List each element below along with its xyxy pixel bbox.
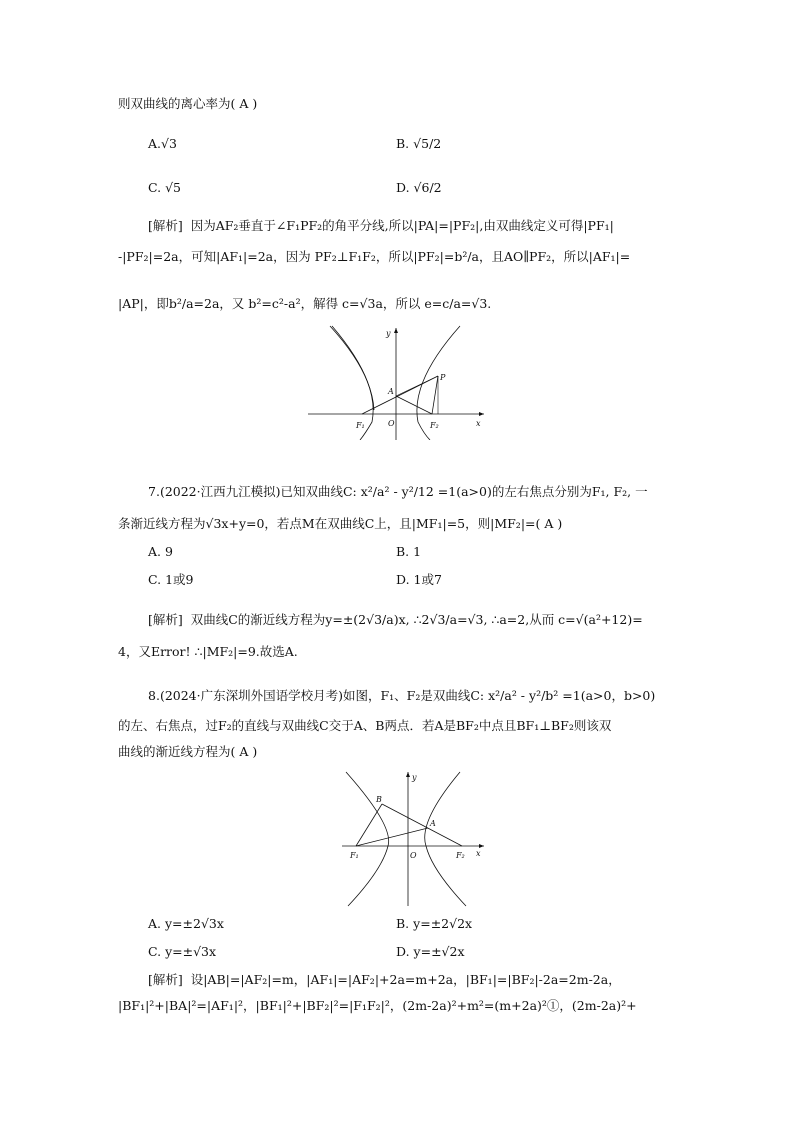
q7-option-d-label: D. xyxy=(396,572,410,587)
q7-option-a xyxy=(148,544,173,560)
q6-solution-line-3: |AP|，即b²/a=2a，又 b²=c²-a²，解得 c=√3a，所以 e=c/a=√3. xyxy=(118,296,492,311)
label-p: P xyxy=(440,373,446,382)
q8-stem-text-1: 如图，F₁、F₂是双曲线C: x²/a² - y²/b² =1(a>0，b>0) xyxy=(342,688,656,703)
label-f1: F₁ xyxy=(350,851,359,860)
q8-number: 8. xyxy=(148,688,160,703)
q6-option-a-label: A. xyxy=(148,136,162,151)
q7-source: (2022·江西九江模拟) xyxy=(159,484,281,499)
q6-solution-line-2: -|PF₂|=2a，可知|AF₁|=2a，因为 PF₂⊥F₁F₂，所以|PF₂|=b²/a，且AO∥PF₂，所以|AF₁|= xyxy=(118,249,631,264)
q7-solution-line-2: 4，又Error! ∴|MF₂|=9.故选A. xyxy=(118,644,298,659)
q7-option-c-label: C. xyxy=(148,572,162,587)
q7-option-c-value: 1或9 xyxy=(165,572,194,587)
q8-solution-text-1: 设|AB|=|AF₂|=m，|AF₁|=|AF₂|+2a=m+2a，|BF₁|=|BF₂|-2a=2m-2a， xyxy=(190,972,621,987)
q8-option-b xyxy=(396,916,472,932)
label-y: y xyxy=(412,773,417,782)
label-x: x xyxy=(476,419,481,428)
x-axis-arrow xyxy=(479,412,484,416)
q6-option-d-value: √6/2 xyxy=(413,180,442,195)
q7-option-d xyxy=(396,572,442,588)
q7-solution-tag: [解析] xyxy=(148,612,183,627)
q6-option-b-value: √5/2 xyxy=(413,136,442,151)
q6-option-c-value: √5 xyxy=(165,180,181,195)
segment-p-f2 xyxy=(432,376,438,414)
label-f2: F₂ xyxy=(430,421,439,430)
q7-option-d-value: 1或7 xyxy=(413,572,442,587)
q7-solution-line-1 xyxy=(148,612,643,628)
y-axis-arrow xyxy=(394,328,398,333)
q8-option-a-label: A. xyxy=(148,916,162,931)
left-branch-upper xyxy=(330,326,374,410)
q8-hyperbola-figure xyxy=(338,766,488,908)
label-f2: F₂ xyxy=(456,851,465,860)
q8-solution-line-2: |BF₁|²+|BA|²=|AF₁|²，|BF₁|²+|BF₂|²=|F₁F₂|²，(2m-2a)²+m²=(m+2a)²①，(2m-2a)²+ xyxy=(118,998,637,1013)
segment-a-p xyxy=(396,376,438,396)
left-branch xyxy=(332,326,373,440)
label-b: B xyxy=(376,795,382,804)
q6-option-d-label: D. xyxy=(396,180,410,195)
q7-number: 7. xyxy=(148,484,160,499)
q6-option-b xyxy=(396,136,441,152)
q8-option-b-value: y=±2√2x xyxy=(413,916,473,931)
label-o: O xyxy=(388,419,395,428)
q8-option-c-value: y=±√3x xyxy=(165,944,217,959)
q7-stem-text-1: 已知双曲线C: x²/a² - y²/12 =1(a>0)的左右焦点分别为F₁, F₂, 一 xyxy=(280,484,648,499)
label-a: A xyxy=(430,819,436,828)
q8-option-c-label: C. xyxy=(148,944,162,959)
q6-hyperbola-figure xyxy=(300,322,490,440)
q8-option-c xyxy=(148,944,216,960)
q6-option-a-value: √3 xyxy=(161,136,177,151)
q7-solution-text-1: 双曲线C的渐近线方程为y=±(2√3/a)x, ∴2√3/a=√3, ∴a=2,从而 c=√(a²+12)= xyxy=(190,612,643,627)
q6-option-c xyxy=(148,180,181,196)
x-axis-arrow xyxy=(479,844,484,848)
q6-option-a xyxy=(148,136,177,152)
right-branch xyxy=(425,772,466,906)
q8-stem-line-1 xyxy=(148,688,655,704)
q8-option-d-label: D. xyxy=(396,944,410,959)
q8-stem-line-2: 的左、右焦点，过F₂的直线与双曲线C交于A、B两点．若A是BF₂中点且BF₁⊥BF₂则该双 xyxy=(118,718,612,733)
left-branch xyxy=(346,772,389,906)
q7-option-a-label: A. xyxy=(148,544,162,559)
q8-option-d-value: y=±√2x xyxy=(413,944,465,959)
q8-option-a xyxy=(148,916,224,932)
q8-solution-line-1 xyxy=(148,972,621,988)
q7-option-a-value: 9 xyxy=(165,544,173,559)
q7-stem-line-2: 条渐近线方程为√3x+y=0，若点M在双曲线C上，且|MF₁|=5，则|MF₂|=( A ) xyxy=(118,516,563,531)
label-y: y xyxy=(386,329,391,338)
q6-solution-line-1 xyxy=(148,218,614,234)
q8-stem-line-3: 曲线的渐近线方程为( A ) xyxy=(118,744,258,759)
q6-option-d xyxy=(396,180,442,196)
q8-option-a-value: y=±2√3x xyxy=(165,916,224,931)
label-a: A xyxy=(388,387,394,396)
q8-solution-tag: [解析] xyxy=(148,972,183,987)
q7-option-b xyxy=(396,544,421,560)
segment-f1-b xyxy=(356,804,382,846)
q8-option-d xyxy=(396,944,465,960)
q7-option-b-value: 1 xyxy=(413,544,422,559)
label-f1: F₁ xyxy=(356,421,365,430)
q8-source: (2024·广东深圳外国语学校月考) xyxy=(159,688,343,703)
q6-option-b-label: B. xyxy=(396,136,410,151)
q7-stem-line-1 xyxy=(148,484,648,500)
segment-f1-a xyxy=(356,828,428,846)
q6-stem-tail: 则双曲线的离心率为( A ) xyxy=(118,96,258,111)
q6-solution-tag: [解析] xyxy=(148,218,183,233)
q7-option-c xyxy=(148,572,193,588)
segment-b-f2 xyxy=(382,804,462,846)
q6-option-c-label: C. xyxy=(148,180,162,195)
label-x: x xyxy=(476,849,481,858)
label-o: O xyxy=(410,851,417,860)
segment-a-f2 xyxy=(396,396,432,414)
q6-solution-text-1: 因为AF₂垂直于∠F₁PF₂的角平分线,所以|PA|=|PF₂|,由双曲线定义可得|PF₁| xyxy=(190,218,614,233)
q8-option-b-label: B. xyxy=(396,916,410,931)
q7-option-b-label: B. xyxy=(396,544,410,559)
y-axis-arrow xyxy=(406,772,410,777)
